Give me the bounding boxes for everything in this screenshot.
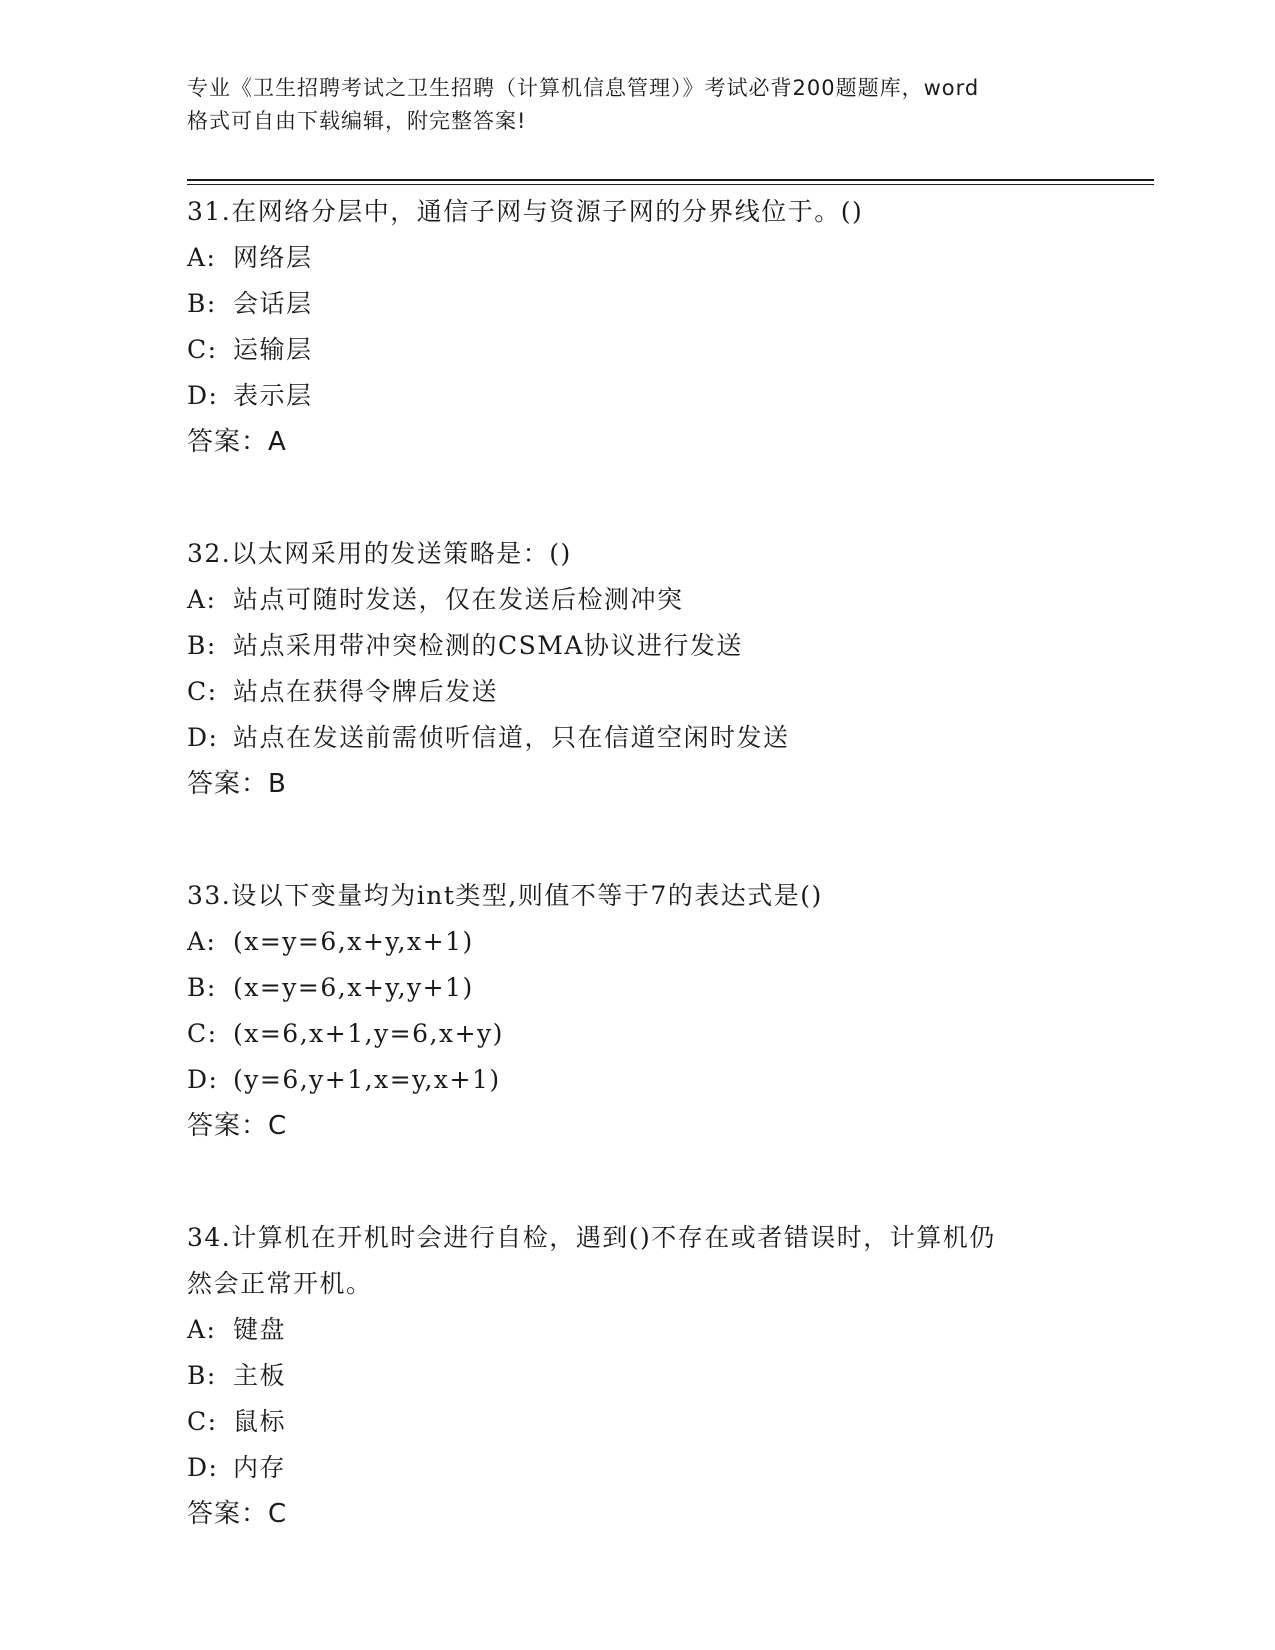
option-text: 站点在发送前需侦听信道，只在信道空闲时发送 (233, 723, 790, 752)
option-c (187, 669, 1117, 715)
answer-key: 答案：B (187, 769, 287, 799)
question-text-line-1: 34.计算机在开机时会进行自检，遇到()不存在或者错误时，计算机仍 (187, 1223, 996, 1252)
option-text: 站点可随时发送，仅在发送后检测冲突 (233, 585, 684, 614)
option-b (187, 281, 1117, 327)
question-34 (187, 1215, 1117, 1537)
option-d (187, 1057, 1117, 1103)
option-label: A: (187, 585, 217, 614)
option-text: (x=6,x+1,y=6,x+y) (233, 1019, 504, 1048)
option-a (187, 919, 1117, 965)
option-label: A: (187, 243, 217, 272)
option-label: A: (187, 927, 217, 956)
option-label: D: (187, 381, 219, 410)
question-text-line-2: 然会正常开机。 (187, 1269, 373, 1298)
answer-key: 答案：C (187, 1499, 288, 1529)
option-a (187, 577, 1117, 623)
option-b (187, 965, 1117, 1011)
answer-key: 答案：A (187, 427, 287, 457)
option-b (187, 1353, 1117, 1399)
option-d (187, 715, 1117, 761)
question-33 (187, 873, 1117, 1149)
option-text: 站点在获得令牌后发送 (233, 677, 499, 706)
option-label: D: (187, 723, 219, 752)
option-label: D: (187, 1065, 219, 1094)
question-text: 31.在网络分层中，通信子网与资源子网的分界线位于。() (187, 197, 864, 226)
header-line-1: 专业《卫生招聘考试之卫生招聘（计算机信息管理）》考试必背200题题库，word (187, 76, 980, 100)
option-label: B: (187, 631, 217, 660)
option-label: A: (187, 1315, 217, 1344)
question-text: 33.设以下变量均为int类型,则值不等于7的表达式是() (187, 881, 823, 910)
option-text: (y=6,y+1,x=y,x+1) (233, 1065, 501, 1094)
question-list (187, 189, 1117, 1603)
option-d (187, 373, 1117, 419)
option-text: 网络层 (233, 243, 313, 272)
option-label: C: (187, 1407, 218, 1436)
option-text: 鼠标 (233, 1407, 287, 1436)
question-32 (187, 531, 1117, 807)
option-c (187, 1011, 1117, 1057)
option-text: (x=y=6,x+y,x+1) (233, 927, 474, 956)
option-label: C: (187, 1019, 218, 1048)
option-label: C: (187, 677, 218, 706)
option-label: B: (187, 973, 217, 1002)
option-d (187, 1445, 1117, 1491)
header-line-2: 格式可自由下载编辑，附完整答案! (187, 109, 527, 133)
header-divider-thin (187, 184, 1154, 185)
question-text: 32.以太网采用的发送策略是：() (187, 539, 572, 568)
option-text: 主板 (233, 1361, 287, 1390)
option-c (187, 327, 1117, 373)
option-a (187, 235, 1117, 281)
option-text: 运输层 (233, 335, 313, 364)
answer-key: 答案：C (187, 1111, 288, 1141)
header-divider-thick (187, 179, 1154, 181)
option-label: C: (187, 335, 218, 364)
option-label: B: (187, 1361, 217, 1390)
option-text: 会话层 (233, 289, 313, 318)
option-text: 表示层 (233, 381, 313, 410)
option-text: (x=y=6,x+y,y+1) (233, 973, 474, 1002)
option-c (187, 1399, 1117, 1445)
question-31 (187, 189, 1117, 465)
option-text: 站点采用带冲突检测的CSMA协议进行发送 (233, 631, 743, 660)
option-b (187, 623, 1117, 669)
option-label: D: (187, 1453, 219, 1482)
option-text: 内存 (233, 1453, 287, 1482)
option-label: B: (187, 289, 217, 318)
document-header (187, 72, 1087, 138)
option-text: 键盘 (233, 1315, 287, 1344)
option-a (187, 1307, 1117, 1353)
